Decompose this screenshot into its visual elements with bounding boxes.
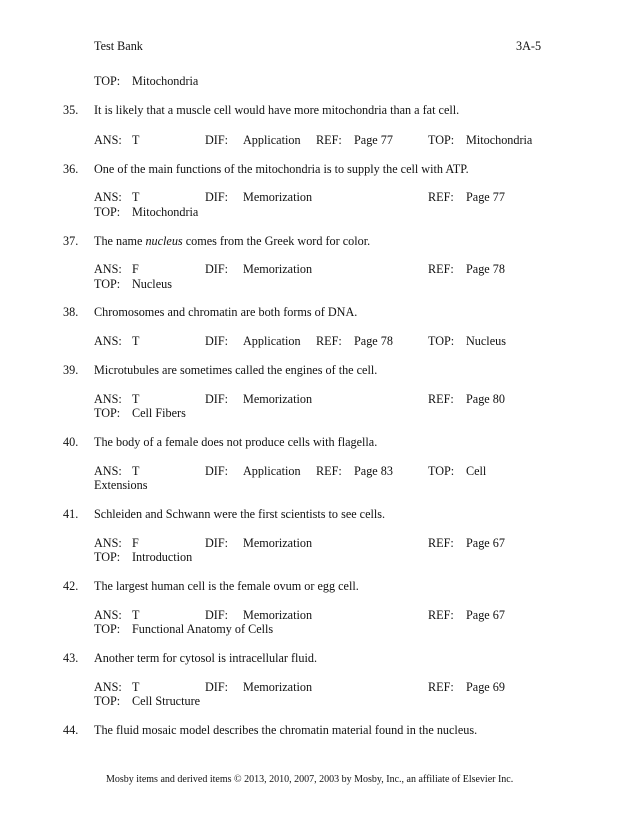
- dif-value: Memorization: [243, 392, 313, 406]
- ans-value: T: [132, 680, 140, 694]
- dif-label: DIF:: [205, 133, 229, 147]
- question-text-pre: The name: [94, 234, 146, 248]
- top-value: Mitochondria: [132, 74, 199, 88]
- ans-label: ANS:: [94, 262, 122, 276]
- page-number: 3A-5: [516, 39, 542, 53]
- ref-label: REF:: [428, 392, 454, 406]
- ref-value: Page 83: [354, 464, 393, 478]
- dif-value: Application: [243, 464, 301, 478]
- question-number: 40.: [63, 435, 79, 449]
- top-value: Cell Structure: [132, 694, 201, 708]
- ref-label: REF:: [428, 680, 454, 694]
- dif-label: DIF:: [205, 334, 229, 348]
- ref-value: Page 78: [466, 262, 505, 276]
- ans-value: T: [132, 392, 140, 406]
- ans-label: ANS:: [94, 608, 122, 622]
- question-number: 37.: [63, 234, 79, 248]
- ans-value: T: [132, 190, 140, 204]
- top-value: Nucleus: [466, 334, 506, 348]
- ans-label: ANS:: [94, 464, 122, 478]
- ref-value: Page 77: [466, 190, 505, 204]
- dif-label: DIF:: [205, 190, 229, 204]
- ref-label: REF:: [428, 536, 454, 550]
- question-text: It is likely that a muscle cell would have more mitochondria than a fat cell.: [94, 103, 460, 117]
- ans-value: T: [132, 133, 140, 147]
- dif-label: DIF:: [205, 464, 229, 478]
- question-text: The largest human cell is the female ovum or egg cell.: [94, 579, 359, 593]
- top-label: TOP:: [428, 334, 455, 348]
- top-label: TOP:: [94, 694, 121, 708]
- question-text-italic: nucleus: [145, 234, 183, 248]
- dif-value: Application: [243, 133, 301, 147]
- ans-value: T: [132, 464, 140, 478]
- top-value: Cell: [466, 464, 487, 478]
- top-value: Nucleus: [132, 277, 172, 291]
- dif-value: Memorization: [243, 680, 313, 694]
- top-label: TOP:: [94, 277, 121, 291]
- question-text: [94, 234, 370, 248]
- ans-label: ANS:: [94, 536, 122, 550]
- top-value: Mitochondria: [466, 133, 533, 147]
- question-text-post: comes from the Greek word for color.: [182, 234, 371, 248]
- ref-value: Page 69: [466, 680, 505, 694]
- top-label: TOP:: [94, 550, 121, 564]
- top-label: TOP:: [94, 406, 121, 420]
- top-value-continuation: Extensions: [94, 478, 148, 492]
- ref-label: REF:: [316, 464, 342, 478]
- dif-value: Memorization: [243, 608, 313, 622]
- ref-value: Page 78: [354, 334, 393, 348]
- ans-label: ANS:: [94, 392, 122, 406]
- top-value: Cell Fibers: [132, 406, 186, 420]
- ref-label: REF:: [316, 334, 342, 348]
- question-text: The fluid mosaic model describes the chromatin material found in the nucleus.: [94, 723, 478, 737]
- ans-value: F: [132, 536, 139, 550]
- question-number: 38.: [63, 305, 79, 319]
- ref-value: Page 67: [466, 536, 505, 550]
- dif-label: DIF:: [205, 262, 229, 276]
- ref-value: Page 77: [354, 133, 393, 147]
- question-text: Chromosomes and chromatin are both forms of DNA.: [94, 305, 358, 319]
- question-text: Schleiden and Schwann were the first scientists to see cells.: [94, 507, 386, 521]
- dif-label: DIF:: [205, 608, 229, 622]
- ans-value: F: [132, 262, 139, 276]
- question-number: 44.: [63, 723, 79, 737]
- ans-label: ANS:: [94, 334, 122, 348]
- top-label: TOP:: [428, 133, 455, 147]
- ref-label: REF:: [428, 190, 454, 204]
- question-number: 41.: [63, 507, 79, 521]
- top-value: Mitochondria: [132, 205, 199, 219]
- question-text: One of the main functions of the mitochondria is to supply the cell with ATP.: [94, 162, 469, 176]
- question-text: The body of a female does not produce cells with flagella.: [94, 435, 378, 449]
- copyright-footer: Mosby items and derived items © 2013, 2010, 2007, 2003 by Mosby, Inc., an affiliate of Elsevier Inc.: [106, 774, 514, 785]
- top-value: Introduction: [132, 550, 193, 564]
- dif-label: DIF:: [205, 536, 229, 550]
- ans-label: ANS:: [94, 133, 122, 147]
- question-number: 43.: [63, 651, 79, 665]
- question-text: Another term for cytosol is intracellular fluid.: [94, 651, 318, 665]
- ref-label: REF:: [316, 133, 342, 147]
- top-value: Functional Anatomy of Cells: [132, 622, 274, 636]
- dif-label: DIF:: [205, 680, 229, 694]
- question-text: Microtubules are sometimes called the engines of the cell.: [94, 363, 378, 377]
- dif-value: Memorization: [243, 190, 313, 204]
- top-label: TOP:: [428, 464, 455, 478]
- question-number: 42.: [63, 579, 79, 593]
- dif-value: Memorization: [243, 536, 313, 550]
- question-number: 36.: [63, 162, 79, 176]
- dif-value: Application: [243, 334, 301, 348]
- ans-label: ANS:: [94, 680, 122, 694]
- dif-value: Memorization: [243, 262, 313, 276]
- ans-label: ANS:: [94, 190, 122, 204]
- top-label: TOP:: [94, 622, 121, 636]
- ans-value: T: [132, 334, 140, 348]
- ref-label: REF:: [428, 262, 454, 276]
- ans-value: T: [132, 608, 140, 622]
- question-number: 35.: [63, 103, 79, 117]
- question-number: 39.: [63, 363, 79, 377]
- dif-label: DIF:: [205, 392, 229, 406]
- top-label: TOP:: [94, 74, 121, 88]
- header-title: Test Bank: [94, 39, 143, 53]
- ref-value: Page 80: [466, 392, 505, 406]
- top-label: TOP:: [94, 205, 121, 219]
- ref-value: Page 67: [466, 608, 505, 622]
- ref-label: REF:: [428, 608, 454, 622]
